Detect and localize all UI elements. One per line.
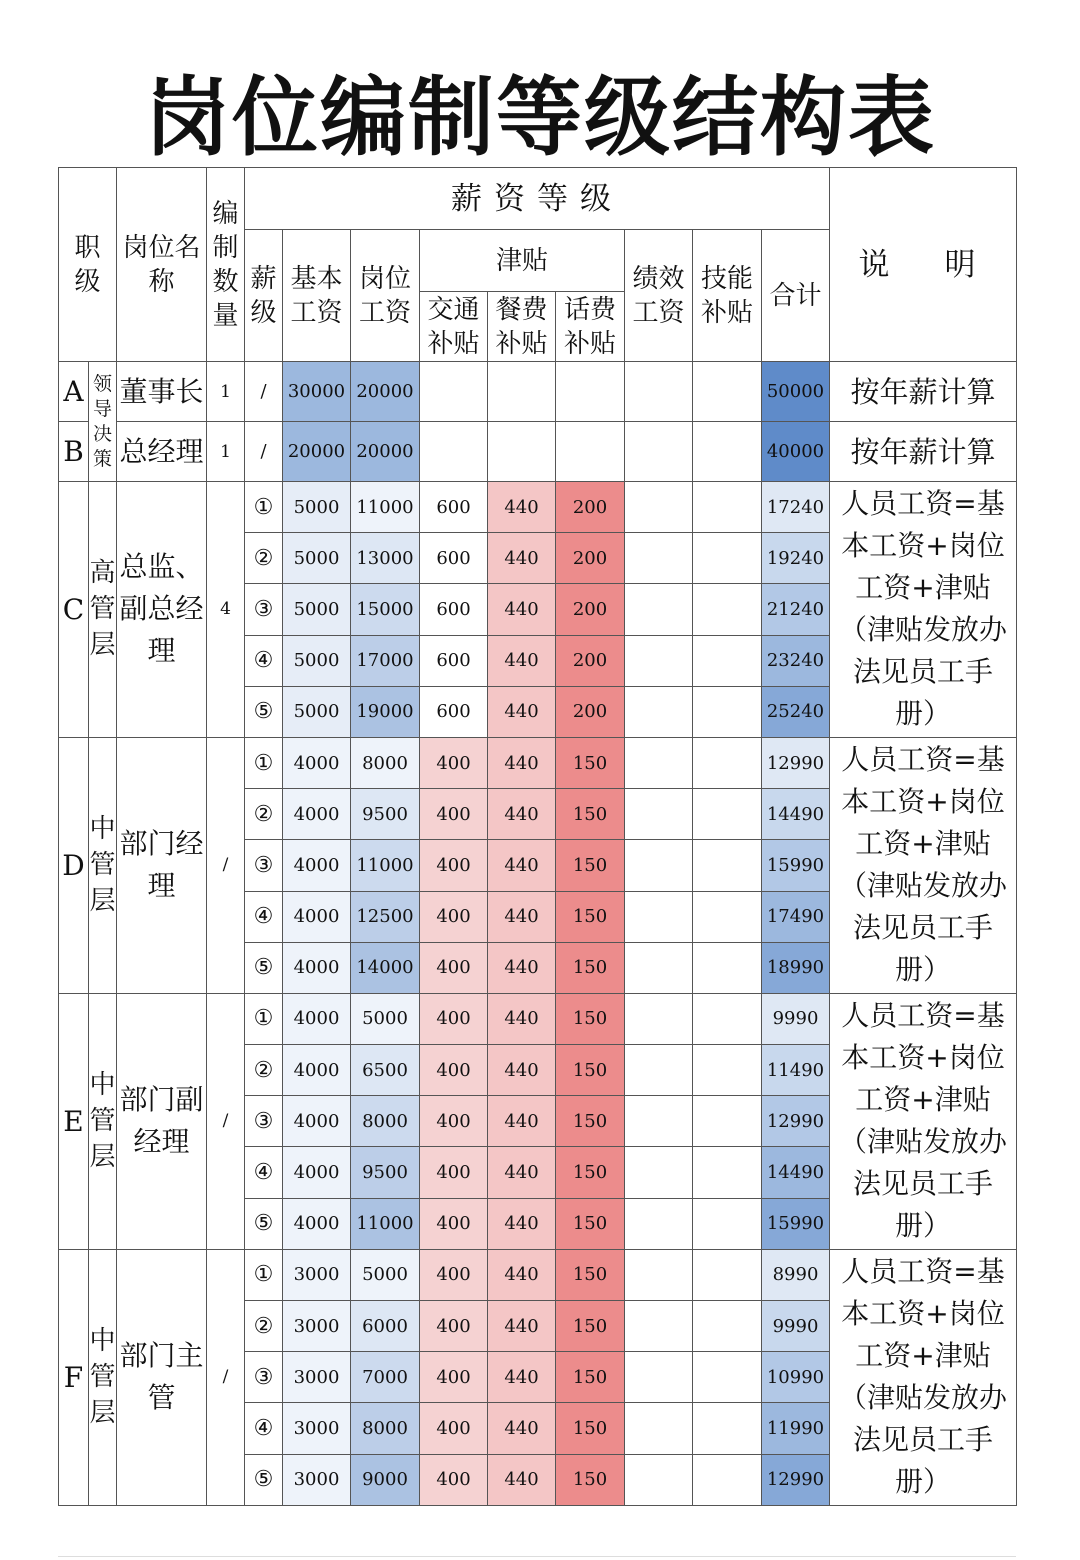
post-salary-value: 14000 (351, 942, 420, 993)
skill-value (693, 1454, 762, 1505)
headcount-value: 4 (207, 482, 245, 738)
transport-allowance-value: 400 (420, 1147, 488, 1198)
transport-allowance-value: 400 (420, 840, 488, 891)
grade-letter: C (59, 482, 89, 738)
transport-allowance-value: 400 (420, 737, 488, 788)
headcount-value: / (207, 993, 245, 1249)
post-name: 部门经理 (117, 737, 207, 993)
post-salary-value: 6000 (351, 1301, 420, 1352)
meal-allowance-value: 440 (488, 1249, 556, 1300)
total-value: 25240 (762, 686, 830, 737)
pay-grade: / (245, 422, 283, 482)
skill-value (693, 737, 762, 788)
pay-grade: ④ (245, 1147, 283, 1198)
pay-grade: ① (245, 482, 283, 533)
transport-allowance-value: 600 (420, 686, 488, 737)
pay-grade: ② (245, 1045, 283, 1096)
base-salary-value: 4000 (283, 789, 351, 840)
post-salary-value: 9500 (351, 1147, 420, 1198)
table-row (59, 1249, 1017, 1300)
header-notes: 说 明 (830, 168, 1017, 362)
pay-grade: ④ (245, 1403, 283, 1454)
post-salary-value: 8000 (351, 1096, 420, 1147)
skill-value (693, 840, 762, 891)
phone-allowance-value: 150 (556, 1403, 625, 1454)
total-value: 23240 (762, 635, 830, 686)
performance-value (625, 1045, 693, 1096)
empty-cell (556, 422, 625, 482)
phone-allowance-value: 200 (556, 533, 625, 584)
post-salary-value: 7000 (351, 1352, 420, 1403)
header-grade: 职级 (59, 168, 117, 362)
transport-allowance-value: 400 (420, 1454, 488, 1505)
post-name: 总经理 (117, 422, 207, 482)
phone-allowance-value: 150 (556, 1454, 625, 1505)
base-salary-value: 3000 (283, 1249, 351, 1300)
base-salary-value: 4000 (283, 891, 351, 942)
skill-value (693, 942, 762, 993)
skill-value (693, 891, 762, 942)
base-salary-value: 3000 (283, 1301, 351, 1352)
performance-value (625, 891, 693, 942)
performance-value (625, 737, 693, 788)
note-text: 人员工资=基本工资+岗位工资+津贴（津贴发放办法见员工手册） (830, 993, 1017, 1249)
phone-allowance-value: 200 (556, 635, 625, 686)
performance-value (625, 1147, 693, 1198)
skill-value (693, 686, 762, 737)
post-salary-value: 15000 (351, 584, 420, 635)
header-phone: 话费补贴 (556, 292, 625, 362)
total-value: 21240 (762, 584, 830, 635)
header-performance: 绩效工资 (625, 230, 693, 362)
pay-grade: ③ (245, 584, 283, 635)
performance-value (625, 1301, 693, 1352)
empty-cell (488, 422, 556, 482)
post-salary-value: 11000 (351, 1198, 420, 1249)
skill-value (693, 1403, 762, 1454)
grade-letter: E (59, 993, 89, 1249)
phone-allowance-value: 150 (556, 942, 625, 993)
total-value: 11490 (762, 1045, 830, 1096)
note-text: 人员工资=基本工资+岗位工资+津贴（津贴发放办法见员工手册） (830, 1249, 1017, 1505)
transport-allowance-value: 400 (420, 789, 488, 840)
phone-allowance-value: 150 (556, 1352, 625, 1403)
base-salary-value: 5000 (283, 533, 351, 584)
transport-allowance-value: 400 (420, 942, 488, 993)
total-value: 18990 (762, 942, 830, 993)
total-value: 12990 (762, 1096, 830, 1147)
performance-value (625, 993, 693, 1044)
total-value: 14490 (762, 789, 830, 840)
post-salary-value: 19000 (351, 686, 420, 737)
meal-allowance-value: 440 (488, 942, 556, 993)
pay-grade: ③ (245, 840, 283, 891)
phone-allowance-value: 200 (556, 686, 625, 737)
tier-label: 中管层 (89, 1249, 117, 1505)
phone-allowance-value: 150 (556, 993, 625, 1044)
post-salary-value: 6500 (351, 1045, 420, 1096)
table-row (59, 482, 1017, 533)
skill-value (693, 584, 762, 635)
base-salary-value: 4000 (283, 1147, 351, 1198)
headcount-value: 1 (207, 422, 245, 482)
transport-allowance-value: 600 (420, 482, 488, 533)
post-salary-value: 9500 (351, 789, 420, 840)
pay-grade: ① (245, 737, 283, 788)
skill-value (693, 1352, 762, 1403)
total-value: 11990 (762, 1403, 830, 1454)
meal-allowance-value: 440 (488, 1352, 556, 1403)
table-row (59, 993, 1017, 1044)
meal-allowance-value: 440 (488, 635, 556, 686)
base-salary-value: 4000 (283, 1198, 351, 1249)
performance-value (625, 1198, 693, 1249)
phone-allowance-value: 150 (556, 840, 625, 891)
post-salary-value: 5000 (351, 993, 420, 1044)
skill-value (693, 1198, 762, 1249)
phone-allowance-value: 150 (556, 1147, 625, 1198)
pay-grade: ③ (245, 1096, 283, 1147)
meal-allowance-value: 440 (488, 686, 556, 737)
base-salary-value: 4000 (283, 1045, 351, 1096)
post-salary-value: 20000 (351, 362, 420, 422)
post-salary-value: 8000 (351, 737, 420, 788)
pay-grade: ⑤ (245, 942, 283, 993)
post-salary-value: 20000 (351, 422, 420, 482)
empty-cell (420, 422, 488, 482)
total-value: 12990 (762, 1454, 830, 1505)
total-value: 9990 (762, 993, 830, 1044)
total-value: 15990 (762, 840, 830, 891)
total-value: 14490 (762, 1147, 830, 1198)
total-value: 17490 (762, 891, 830, 942)
performance-value (625, 1454, 693, 1505)
performance-value (625, 482, 693, 533)
transport-allowance-value: 400 (420, 891, 488, 942)
header-meal: 餐费补贴 (488, 292, 556, 362)
performance-value (625, 584, 693, 635)
base-salary-value: 4000 (283, 942, 351, 993)
header-post-salary: 岗位工资 (351, 230, 420, 362)
tier-label: 中管层 (89, 993, 117, 1249)
pay-grade: ③ (245, 1352, 283, 1403)
phone-allowance-value: 150 (556, 1096, 625, 1147)
phone-allowance-value: 150 (556, 1249, 625, 1300)
pay-grade: ⑤ (245, 1198, 283, 1249)
salary-structure-table (58, 167, 1017, 1506)
table-row (59, 362, 1017, 422)
note-text: 人员工资=基本工资+岗位工资+津贴（津贴发放办法见员工手册） (830, 482, 1017, 738)
grade-letter: B (59, 422, 89, 482)
base-salary-value: 5000 (283, 686, 351, 737)
total-value: 40000 (762, 422, 830, 482)
empty-cell (625, 422, 693, 482)
transport-allowance-value: 600 (420, 635, 488, 686)
headcount-value: 1 (207, 362, 245, 422)
post-name: 董事长 (117, 362, 207, 422)
performance-value (625, 1249, 693, 1300)
pay-grade: ⑤ (245, 1454, 283, 1505)
base-salary-value: 4000 (283, 737, 351, 788)
base-salary-value: 3000 (283, 1454, 351, 1505)
divider (58, 1556, 1016, 1557)
transport-allowance-value: 400 (420, 1198, 488, 1249)
pay-grade: ④ (245, 635, 283, 686)
performance-value (625, 1403, 693, 1454)
page-title: 岗位编制等级结构表 (144, 68, 936, 168)
phone-allowance-value: 150 (556, 789, 625, 840)
pay-grade: ② (245, 533, 283, 584)
pay-grade: ② (245, 1301, 283, 1352)
meal-allowance-value: 440 (488, 1198, 556, 1249)
empty-cell (556, 362, 625, 422)
skill-value (693, 1249, 762, 1300)
skill-value (693, 635, 762, 686)
post-salary-value: 13000 (351, 533, 420, 584)
tier-label: 中管层 (89, 737, 117, 993)
grade-letter: D (59, 737, 89, 993)
phone-allowance-value: 200 (556, 482, 625, 533)
skill-value (693, 1147, 762, 1198)
note-text: 按年薪计算 (830, 422, 1017, 482)
total-value: 10990 (762, 1352, 830, 1403)
post-salary-value: 8000 (351, 1403, 420, 1454)
base-salary-value: 4000 (283, 993, 351, 1044)
skill-value (693, 993, 762, 1044)
table-row (59, 422, 1017, 482)
post-salary-value: 11000 (351, 482, 420, 533)
pay-grade: ⑤ (245, 686, 283, 737)
post-name: 部门主管 (117, 1249, 207, 1505)
meal-allowance-value: 440 (488, 993, 556, 1044)
base-salary-value: 5000 (283, 584, 351, 635)
header-transport: 交通补贴 (420, 292, 488, 362)
phone-allowance-value: 200 (556, 584, 625, 635)
table-row (59, 737, 1017, 788)
meal-allowance-value: 440 (488, 482, 556, 533)
base-salary-value: 4000 (283, 1096, 351, 1147)
meal-allowance-value: 440 (488, 1403, 556, 1454)
base-salary-value: 5000 (283, 482, 351, 533)
post-salary-value: 11000 (351, 840, 420, 891)
empty-cell (420, 362, 488, 422)
performance-value (625, 686, 693, 737)
pay-grade: ① (245, 1249, 283, 1300)
tier-label: 高管层 (89, 482, 117, 738)
phone-allowance-value: 150 (556, 891, 625, 942)
skill-value (693, 1301, 762, 1352)
pay-grade: / (245, 362, 283, 422)
meal-allowance-value: 440 (488, 1301, 556, 1352)
header-base-salary: 基本工资 (283, 230, 351, 362)
post-salary-value: 9000 (351, 1454, 420, 1505)
transport-allowance-value: 400 (420, 1249, 488, 1300)
total-value: 12990 (762, 737, 830, 788)
meal-allowance-value: 440 (488, 737, 556, 788)
post-salary-value: 12500 (351, 891, 420, 942)
transport-allowance-value: 400 (420, 1301, 488, 1352)
meal-allowance-value: 440 (488, 1045, 556, 1096)
skill-value (693, 1045, 762, 1096)
post-name: 部门副经理 (117, 993, 207, 1249)
phone-allowance-value: 150 (556, 737, 625, 788)
pay-grade: ① (245, 993, 283, 1044)
pay-grade: ② (245, 789, 283, 840)
phone-allowance-value: 150 (556, 1301, 625, 1352)
total-value: 19240 (762, 533, 830, 584)
meal-allowance-value: 440 (488, 891, 556, 942)
post-salary-value: 17000 (351, 635, 420, 686)
performance-value (625, 1352, 693, 1403)
header-headcount: 编制数量 (207, 168, 245, 362)
meal-allowance-value: 440 (488, 789, 556, 840)
meal-allowance-value: 440 (488, 1096, 556, 1147)
header-allowance: 津贴 (420, 230, 625, 292)
phone-allowance-value: 150 (556, 1045, 625, 1096)
total-value: 17240 (762, 482, 830, 533)
note-text: 人员工资=基本工资+岗位工资+津贴（津贴发放办法见员工手册） (830, 737, 1017, 993)
meal-allowance-value: 440 (488, 533, 556, 584)
transport-allowance-value: 600 (420, 533, 488, 584)
performance-value (625, 840, 693, 891)
transport-allowance-value: 400 (420, 1045, 488, 1096)
phone-allowance-value: 150 (556, 1198, 625, 1249)
header-post-name: 岗位名称 (117, 168, 207, 362)
headcount-value: / (207, 737, 245, 993)
note-text: 按年薪计算 (830, 362, 1017, 422)
header-total: 合计 (762, 230, 830, 362)
total-value: 15990 (762, 1198, 830, 1249)
headcount-value: / (207, 1249, 245, 1505)
post-salary-value: 5000 (351, 1249, 420, 1300)
total-value: 50000 (762, 362, 830, 422)
performance-value (625, 1096, 693, 1147)
transport-allowance-value: 400 (420, 1096, 488, 1147)
base-salary-value: 4000 (283, 840, 351, 891)
tier-label: 领导决策 (89, 362, 117, 482)
transport-allowance-value: 600 (420, 584, 488, 635)
skill-value (693, 533, 762, 584)
grade-letter: A (59, 362, 89, 422)
performance-value (625, 533, 693, 584)
grade-letter: F (59, 1249, 89, 1505)
header-pay-grade: 薪级 (245, 230, 283, 362)
performance-value (625, 942, 693, 993)
performance-value (625, 635, 693, 686)
transport-allowance-value: 400 (420, 1403, 488, 1454)
skill-value (693, 482, 762, 533)
header-skill: 技能补贴 (693, 230, 762, 362)
meal-allowance-value: 440 (488, 1147, 556, 1198)
header-salary-levels: 薪资等级 (245, 168, 830, 230)
performance-value (625, 789, 693, 840)
total-value: 9990 (762, 1301, 830, 1352)
empty-cell (625, 362, 693, 422)
skill-value (693, 789, 762, 840)
pay-grade: ④ (245, 891, 283, 942)
empty-cell (488, 362, 556, 422)
base-salary-value: 5000 (283, 635, 351, 686)
meal-allowance-value: 440 (488, 584, 556, 635)
base-salary-value: 30000 (283, 362, 351, 422)
transport-allowance-value: 400 (420, 993, 488, 1044)
meal-allowance-value: 440 (488, 840, 556, 891)
transport-allowance-value: 400 (420, 1352, 488, 1403)
base-salary-value: 3000 (283, 1403, 351, 1454)
base-salary-value: 20000 (283, 422, 351, 482)
meal-allowance-value: 440 (488, 1454, 556, 1505)
empty-cell (693, 422, 762, 482)
base-salary-value: 3000 (283, 1352, 351, 1403)
empty-cell (693, 362, 762, 422)
skill-value (693, 1096, 762, 1147)
total-value: 8990 (762, 1249, 830, 1300)
post-name: 总监、副总经理 (117, 482, 207, 738)
